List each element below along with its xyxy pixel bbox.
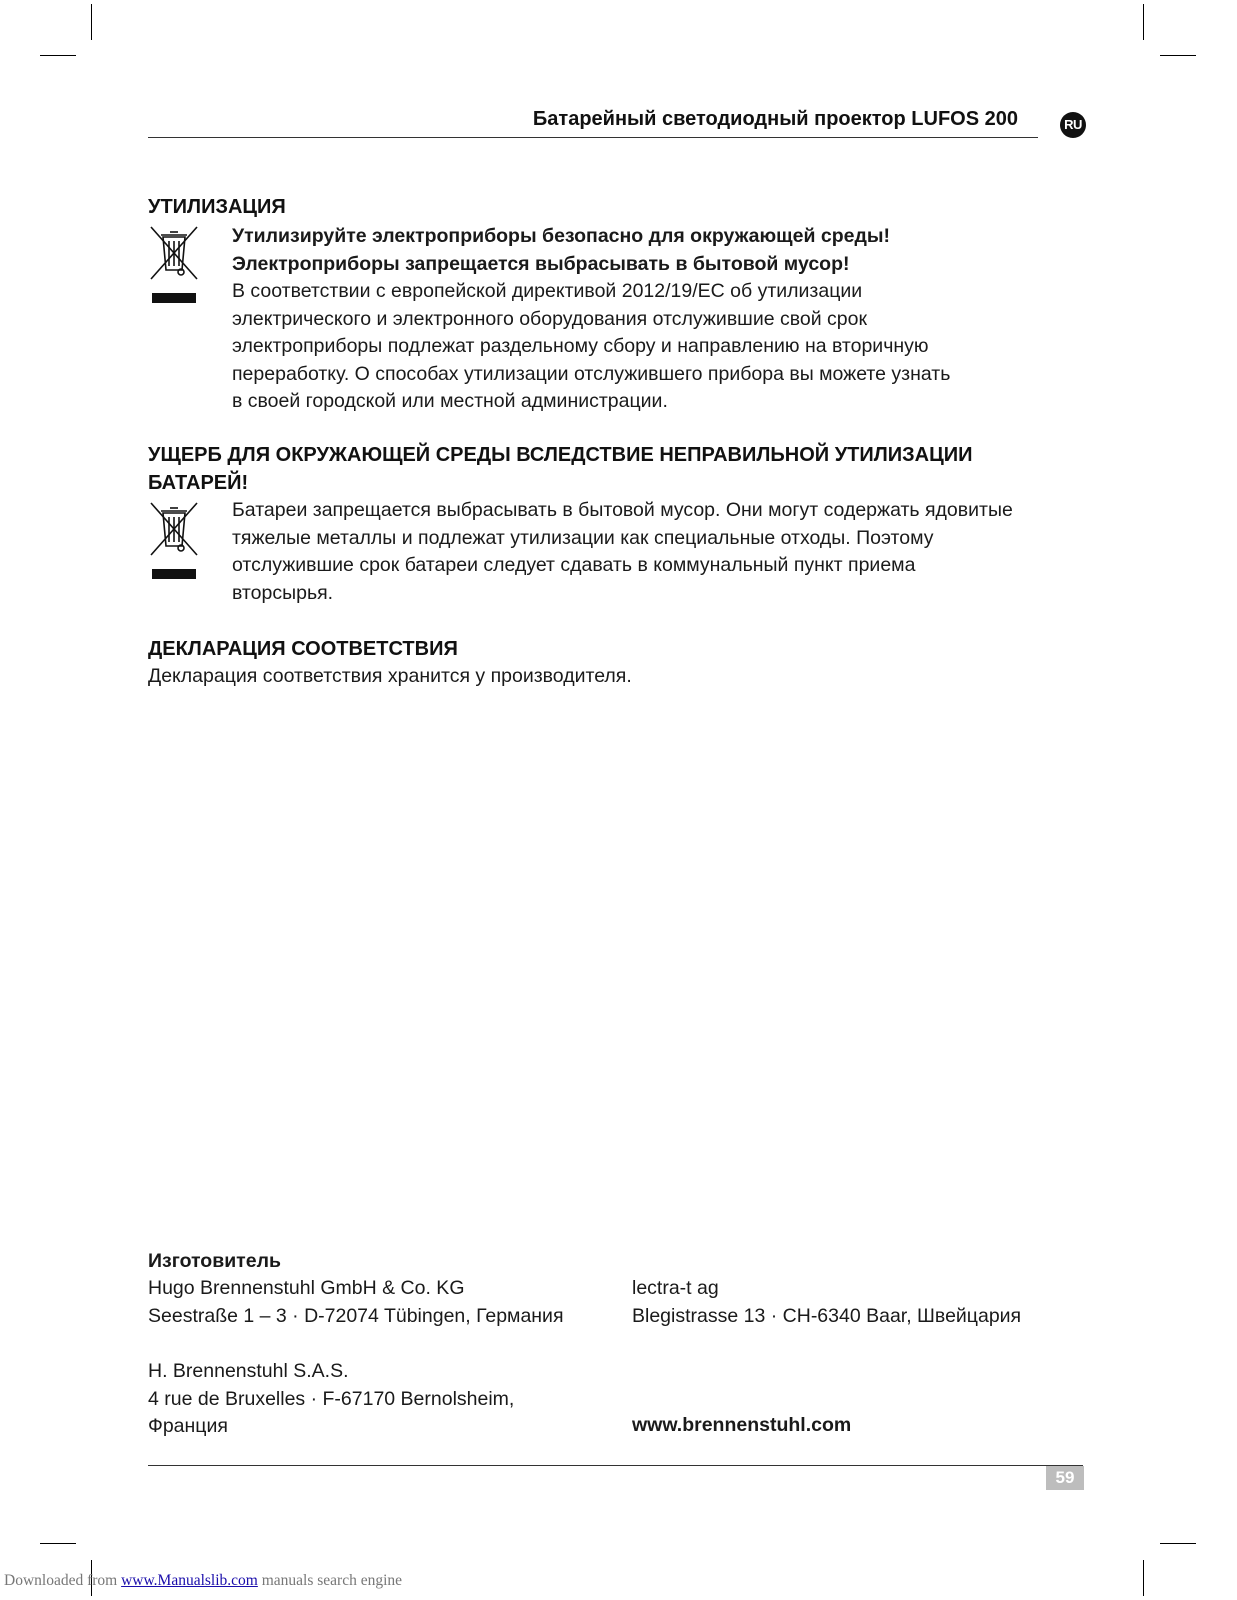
- company-name: Hugo Brennenstuhl GmbH & Co. KG: [148, 1277, 465, 1299]
- black-bar: [152, 569, 196, 579]
- footer-divider: [148, 1465, 1083, 1466]
- manualslib-link[interactable]: www.Manualslib.com: [121, 1572, 258, 1589]
- disposal-bold-line: Утилизируйте электроприборы безопасно для окружающей среды!: [232, 225, 890, 247]
- battery-line: отслужившие срок батареи следует сдавать в коммунальный пункт приема: [232, 554, 916, 576]
- battery-line: вторсырья.: [232, 581, 334, 604]
- weee-bin-icon: [148, 502, 200, 579]
- battery-title-line: БАТАРЕЙ!: [148, 472, 249, 494]
- crop-mark: [1160, 55, 1196, 56]
- manufacturer-title: Изготовитель: [148, 1250, 281, 1272]
- company-name: H. Brennenstuhl S.A.S.: [148, 1360, 349, 1382]
- crossed-out-wheelie-bin-icon: [148, 226, 200, 280]
- manufacturer-address-1: [148, 1275, 564, 1330]
- declaration-text: Декларация соответствия хранится у производителя.: [148, 665, 632, 687]
- manufacturer-address-2: [632, 1275, 1021, 1330]
- battery-body: [232, 497, 1013, 607]
- company-address: Франция: [148, 1415, 228, 1437]
- header-divider: [148, 137, 1038, 138]
- section-title-battery-damage: [148, 441, 972, 497]
- page-number: 59: [1046, 1466, 1084, 1490]
- battery-title-line: УЩЕРБ ДЛЯ ОКРУЖАЮЩЕЙ СРЕДЫ ВСЛЕДСТВИЕ НЕПРАВИЛЬНОЙ УТИЛИЗАЦИИ: [148, 444, 973, 466]
- crop-mark: [1160, 1543, 1196, 1544]
- black-bar: [152, 293, 196, 303]
- disposal-bold-line: Электроприборы запрещается выбрасывать в бытовой мусор!: [232, 252, 850, 275]
- weee-bin-icon: [148, 226, 200, 303]
- footer-suffix: manuals search engine: [261, 1572, 403, 1589]
- disposal-line: переработку. О способах утилизации отслужившего прибора вы можете узнать: [232, 362, 951, 385]
- crossed-out-wheelie-bin-icon: [148, 502, 200, 556]
- disposal-body: [232, 223, 950, 416]
- disposal-line: электроприборы подлежат раздельному сбору и направлению на вторичную: [232, 335, 929, 357]
- section-title-disposal: УТИЛИЗАЦИЯ: [148, 196, 286, 218]
- crop-mark: [91, 4, 92, 40]
- crop-mark: [40, 55, 76, 56]
- crop-mark: [1143, 1560, 1144, 1596]
- battery-line: тяжелые металлы и подлежат утилизации как специальные отходы. Поэтому: [232, 526, 934, 549]
- company-address: Seestraße 1 – 3 · D-72074 Tübingen, Германия: [148, 1304, 564, 1327]
- company-name: lectra-t ag: [632, 1277, 719, 1299]
- download-footer: [4, 1572, 402, 1590]
- section-title-declaration: ДЕКЛАРАЦИЯ СООТВЕТСТВИЯ: [148, 638, 458, 660]
- disposal-line: электрического и электронного оборудования отслужившие свой срок: [232, 307, 867, 330]
- footer-prefix: Downloaded from: [4, 1572, 118, 1589]
- battery-line: Батареи запрещается выбрасывать в бытовой мусор. Они могут содержать ядовитые: [232, 499, 1013, 521]
- website-link[interactable]: www.brennenstuhl.com: [632, 1414, 852, 1436]
- disposal-line: в своей городской или местной администрации.: [232, 390, 668, 412]
- crop-mark: [40, 1543, 76, 1544]
- disposal-line: В соответствии с европейской директивой 2012/19/EC об утилизации: [232, 280, 863, 302]
- company-address: Blegistrasse 13 · CH-6340 Baar, Швейцария: [632, 1304, 1022, 1327]
- company-address: 4 rue de Bruxelles · F-67170 Bernolsheim,: [148, 1387, 515, 1410]
- document-header-title: Батарейный светодиодный проектор LUFOS 200: [532, 108, 1018, 130]
- crop-mark: [1143, 4, 1144, 40]
- manufacturer-address-3: [148, 1358, 514, 1441]
- language-badge: RU: [1060, 112, 1086, 138]
